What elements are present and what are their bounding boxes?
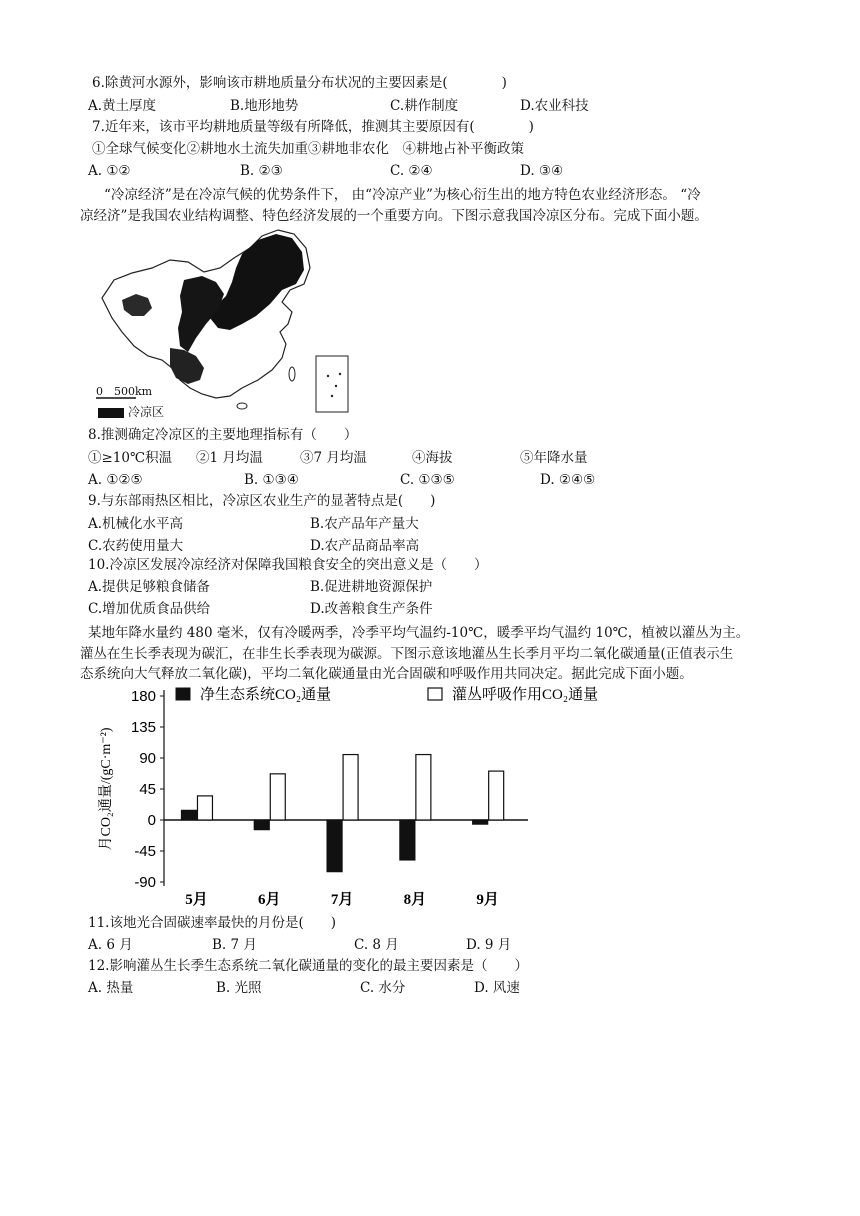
q8-option-c: C. ①③⑤: [400, 472, 455, 488]
q7-option-a: A. ①②: [88, 163, 131, 179]
map-scale: 0 500km: [96, 385, 153, 398]
q8-item-3: ③7 月均温: [300, 450, 367, 466]
q7-option-b: B. ②③: [240, 163, 283, 179]
q9-option-a: A.机械化水平高: [88, 516, 184, 532]
legend-cold-zone-label: 冷凉区: [128, 405, 165, 419]
y-tick-label: -45: [134, 843, 156, 860]
bar-respiration-flux: [343, 755, 358, 820]
china-cold-zone-map: [92, 228, 354, 418]
q11-stem: 11.该地光合固碳速率最快的月份是( ): [88, 915, 337, 931]
x-category-label: 9月: [476, 892, 499, 908]
q8-item-4: ④海拔: [412, 450, 453, 466]
q8-option-b: B. ①③④: [244, 472, 299, 488]
q6-option-c: C.耕作制度: [390, 98, 459, 114]
q10-option-b: B.促进耕地资源保护: [310, 579, 433, 595]
q8-item-5: ⑤年降水量: [520, 450, 588, 466]
q12-stem: 12.影响灌丛生长季生态系统二氧化碳通量的变化的最主要因素是（ ）: [88, 958, 528, 974]
y-tick-label: 180: [130, 688, 156, 705]
q12-option-a: A. 热量: [88, 980, 134, 996]
q8-item-1: ①≥10℃积温: [88, 450, 173, 466]
y-tick-label: 45: [139, 781, 156, 798]
y-tick-label: 135: [130, 719, 156, 736]
x-category-label: 6月: [258, 892, 281, 908]
passage1-line1: “冷凉经济”是在冷凉气候的优势条件下， 由“冷凉产业”为核心衍生出的地方特色农业经济形态。 “冷: [104, 187, 701, 203]
passage2-line1: 某地年降水量约 480 毫米，仅有冷暖两季，冷季平均气温约-10℃，暖季平均气温约 10℃，植被以灌丛为主。: [88, 625, 750, 641]
q11-option-a: A. 6 月: [88, 937, 133, 953]
q8-option-a: A. ①②⑤: [88, 472, 143, 488]
south-china-sea-inset: [316, 356, 348, 412]
q8-item-2: ②1 月均温: [196, 450, 263, 466]
q7-stem: 7.近年来，该市平均耕地质量等级有所降低，推测其主要原因有( ): [92, 119, 534, 135]
legend-net-flux-swatch: [176, 688, 190, 700]
x-category-label: 7月: [330, 892, 354, 908]
bar-respiration-flux: [197, 796, 212, 820]
passage1-line2: 凉经济”是我国农业结构调整、特色经济发展的一个重要方向。下图示意我国冷凉区分布。完成下面小题。: [80, 208, 708, 224]
bar-net-flux: [473, 820, 488, 824]
legend-cold-zone-swatch: [98, 408, 124, 418]
q9-option-b: B.农产品年产量大: [310, 516, 419, 532]
q8-option-d: D. ②④⑤: [540, 472, 596, 488]
bar-respiration-flux: [416, 755, 431, 820]
q11-option-d: D. 9 月: [466, 937, 512, 953]
q7-option-d: D. ③④: [520, 163, 564, 179]
q10-stem: 10.冷凉区发展冷凉经济对保障我国粮食安全的突出意义是（ ）: [88, 557, 488, 573]
q6-option-d: D.农业科技: [520, 98, 589, 114]
legend-net-flux-label: 净生态系统CO₂通量: [200, 687, 332, 703]
q7-option-c: C. ②④: [390, 163, 433, 179]
q8-stem: 8.推测确定冷凉区的主要地理指标有（ ）: [88, 427, 358, 443]
q6-stem: 6.除黄河水源外，影响该市耕地质量分布状况的主要因素是( ): [92, 75, 507, 91]
y-tick-label: 0: [147, 812, 156, 829]
bar-net-flux: [327, 820, 342, 872]
bar-net-flux: [400, 820, 415, 860]
co2-flux-chart-svg: [92, 682, 632, 910]
q9-stem: 9.与东部雨热区相比，冷凉区农业生产的显著特点是( ): [88, 493, 436, 509]
q11-option-c: C. 8 月: [354, 937, 399, 953]
q7-items: ①全球气候变化②耕地水土流失加重③耕地非农化 ④耕地占补平衡政策: [92, 141, 524, 157]
co2-flux-chart: [92, 682, 632, 910]
passage2-line3: 态系统向大气释放二氧化碳)，平均二氧化碳通量由光合固碳和呼吸作用共同决定。据此完成下面小题。: [80, 666, 693, 682]
q12-option-b: B. 光照: [216, 980, 262, 996]
q11-option-b: B. 7 月: [212, 937, 257, 953]
q12-option-d: D. 风速: [474, 980, 520, 996]
q6-option-b: B.地形地势: [230, 98, 299, 114]
y-tick-label: 90: [139, 750, 156, 767]
x-category-label: 8月: [403, 892, 427, 908]
q9-option-d: D.农产品商品率高: [310, 538, 420, 554]
y-tick-label: -90: [134, 874, 156, 891]
bar-net-flux: [181, 810, 196, 820]
q10-option-c: C.增加优质食品供给: [88, 601, 211, 617]
x-category-label: 5月: [185, 892, 208, 908]
passage2-line2: 灌丛在生长季表现为碳汇，在非生长季表现为碳源。下图示意该地灌丛生长季月平均二氧化碳通量(正值表示生: [80, 646, 734, 662]
q12-option-c: C. 水分: [360, 980, 406, 996]
bar-respiration-flux: [489, 771, 504, 820]
q6-option-a: A.黄土厚度: [88, 98, 157, 114]
bar-respiration-flux: [270, 774, 285, 820]
q9-option-c: C.农药使用量大: [88, 538, 184, 554]
legend-respiration-swatch: [428, 688, 442, 700]
y-axis-label: 月CO₂通量/(gC·m⁻²): [99, 727, 114, 851]
legend-respiration-label: 灌丛呼吸作用CO₂通量: [452, 687, 599, 703]
q10-option-a: A.提供足够粮食储备: [88, 579, 211, 595]
q10-option-d: D.改善粮食生产条件: [310, 601, 433, 617]
bar-net-flux: [254, 820, 269, 830]
